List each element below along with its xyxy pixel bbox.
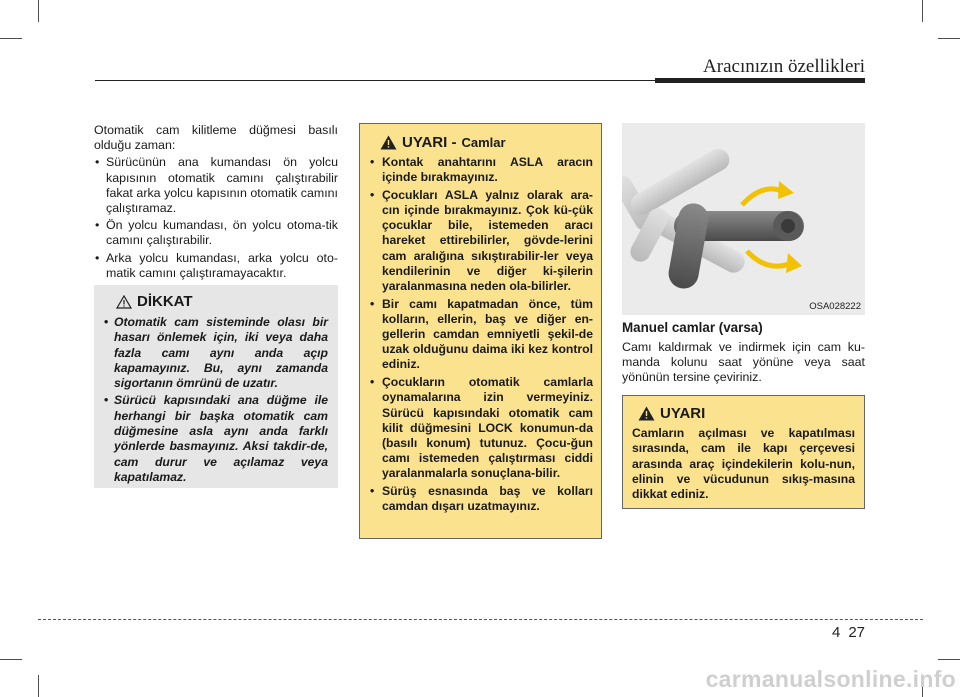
caution-header xyxy=(116,293,328,310)
page-number-value: 27 xyxy=(848,624,865,641)
crop-mark xyxy=(0,659,22,660)
warning-title: UYARI xyxy=(660,405,706,422)
list-item: • Sürücü kapısındaki ana düğme ile herhangi bir başka otomatik cam düğmesine asla aynı anda farklı yönlerde basmayınız. Aksi takdir-de, cam durur ve açılamaz veya kapatılamaz. xyxy=(104,393,328,485)
warning-windows-header xyxy=(380,134,593,151)
caution-list xyxy=(104,315,328,485)
list-item: • Kontak anahtarını ASLA aracın içinde bırakmayınız. xyxy=(368,155,593,185)
crop-mark xyxy=(938,659,960,660)
warning-header xyxy=(638,405,855,422)
warning-windows-list xyxy=(368,155,593,514)
warning-text: Camların açılması ve kapatılması sırasında, cam ile kapı çerçevesi arasında araç içindekilerin kolu-nun, elinin ve vücudunun sıkış-masına dikkat ediniz. xyxy=(632,426,855,502)
intro-text: Otomatik cam kilitleme düğmesi basılı olduğu zaman: xyxy=(94,123,338,153)
intro-bullets xyxy=(94,155,338,281)
illustration-code: OSA028222 xyxy=(809,301,861,312)
crop-mark xyxy=(0,38,22,39)
caution-box xyxy=(94,285,338,488)
caution-triangle-icon xyxy=(116,295,132,309)
list-item: • Çocukların otomatik camlarla oynamalarına izin vermeyiniz. Sürücü kapısındaki otomatik cam kilit düğmesini LOCK konumun-da (basılı konum) tutunuz. Çocu-ğun camı istemeden çalıştırması ciddi yaralanmalarla sonuçlana-bilir. xyxy=(368,375,593,481)
crop-mark xyxy=(38,675,39,697)
page-number xyxy=(832,624,865,641)
warning-triangle-icon xyxy=(638,406,655,421)
window-crank-illustration xyxy=(622,123,865,315)
header-bar xyxy=(655,78,865,83)
list-item: • Arka yolcu kumandası, arka yolcu oto-matik camını çalıştıramayacaktır. xyxy=(94,251,338,281)
list-item: • Ön yolcu kumandası, ön yolcu otoma-tik camını çalıştırabilir. xyxy=(94,218,338,248)
list-item: • Bir camı kapatmadan önce, tüm kolların, ellerin, baş ve diğer en-gellerin camdan emniyetli şekil-de uzak olduğunu daima iki kez kontrol ediniz. xyxy=(368,297,593,372)
list-item: • Sürücünün ana kumandası ön yolcu kapısının otomatik camını çalıştırabilir fakat arka yolcu kapısının otomatik camını çalıştıramaz. xyxy=(94,155,338,216)
crop-mark xyxy=(38,0,39,22)
warning-windows-title: UYARI - xyxy=(402,134,457,151)
watermark: carmanualsonline.info xyxy=(705,666,956,692)
manual-windows-text: Camı kaldırmak ve indirmek için cam ku-manda kolunu saat yönüne veya saat yönünün tersine çeviriniz. xyxy=(622,340,865,385)
warning-triangle-icon xyxy=(380,135,397,150)
list-item: • Otomatik cam sisteminde olası bir hasarı önlemek için, iki veya daha fazla camı aynı anda açıp kapamayınız. Bu, aynı zamanda sigortanın ömrünü de uzatır. xyxy=(104,315,328,391)
section-title: Aracınızın özellikleri xyxy=(703,56,865,77)
chapter-number: 4 xyxy=(831,624,841,641)
caution-title: DİKKAT xyxy=(137,293,193,310)
warning-windows-subtitle: Camlar xyxy=(461,135,506,150)
list-item: • Sürüş esnasında baş ve kolları camdan dışarı uzatmayınız. xyxy=(368,484,593,514)
window-crank-image xyxy=(622,123,865,315)
warning-windows-box xyxy=(359,123,602,539)
footer-rule xyxy=(38,619,923,620)
list-item: • Çocukları ASLA yalnız olarak ara-cın içinde bırakmayınız. Çok kü-çük çocuklar bile, istemeden aracı hareket ettirebilirler, gövde-lerini cam aralığına sıkıştırabilir-ler veya kendilerinin ve diğer ki-şilerin yaralanmasına neden ola-bilirler. xyxy=(368,188,593,294)
manual-windows-heading: Manuel camlar (varsa) xyxy=(622,320,763,335)
crop-mark xyxy=(938,38,960,39)
intro-section xyxy=(94,123,338,283)
warning-box xyxy=(622,395,865,509)
crop-mark xyxy=(922,0,923,22)
